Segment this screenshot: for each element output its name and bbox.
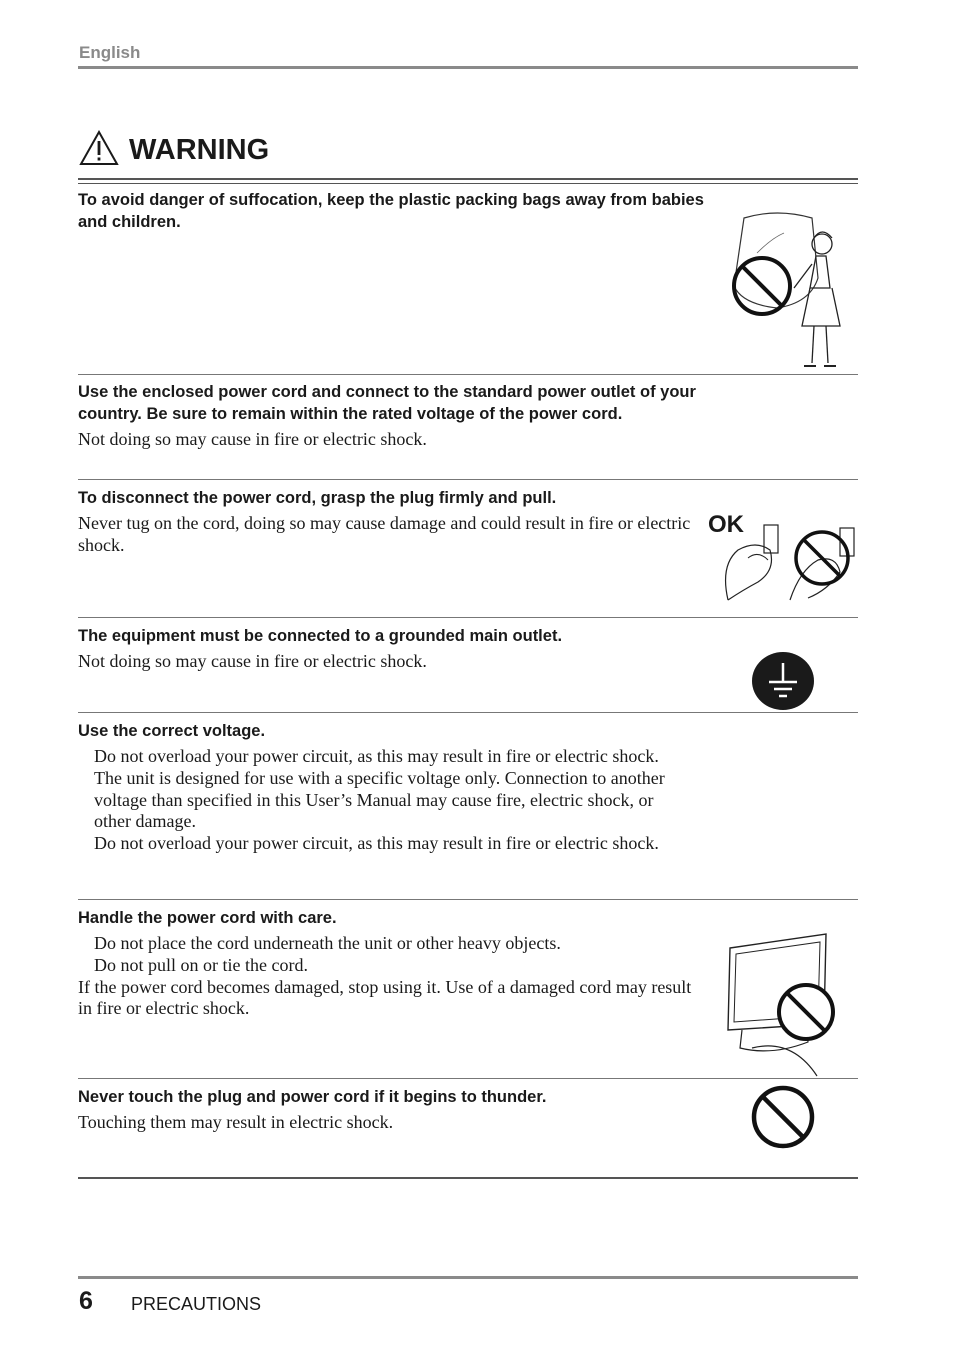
section-body: Never tug on the cord, doing so may cause damage and could result in fire or electric shock.	[78, 513, 691, 555]
plug-pull-ok-and-prohibited-icon	[718, 520, 863, 605]
ok-label: OK	[708, 511, 744, 538]
footer-rule	[78, 1276, 858, 1279]
section-heading: Handle the power cord with care.	[78, 909, 337, 927]
section-heading: Use the enclosed power cord and connect to the standard power outlet of your country. Be sure to remain within the rated voltage of the power cord.	[78, 383, 696, 423]
section-power-cord-outlet	[78, 381, 858, 451]
section-heading: The equipment must be connected to a grounded main outlet.	[78, 627, 563, 645]
page-number: 6	[79, 1287, 93, 1315]
body-line: Do not overload your power circuit, as this may result in fire or electric shock.	[94, 746, 659, 766]
section-body: Not doing so may cause in fire or electric shock.	[78, 429, 427, 449]
section-divider	[78, 1177, 858, 1179]
section-body: Touching them may result in electric shock.	[78, 1112, 394, 1132]
section-body	[78, 746, 694, 855]
page-title	[79, 130, 269, 166]
section-divider	[78, 617, 858, 618]
section-divider	[78, 899, 858, 900]
body-line: If the power cord becomes damaged, stop using it. Use of a damaged cord may result in fire or electric shock.	[78, 976, 692, 1019]
section-correct-voltage	[78, 720, 858, 855]
ground-symbol-icon	[751, 651, 815, 711]
child-with-plastic-bag-prohibited-icon	[722, 208, 847, 373]
warning-triangle-icon	[79, 130, 119, 166]
prohibited-icon	[750, 1084, 816, 1150]
section-divider	[78, 712, 858, 713]
header-language: English	[79, 43, 141, 62]
section-divider	[78, 1078, 858, 1079]
section-body: Not doing so may cause in fire or electric shock.	[78, 651, 427, 671]
section-divider	[78, 479, 858, 480]
section-heading: Use the correct voltage.	[78, 722, 266, 740]
section-divider	[78, 374, 858, 375]
body-line: Do not overload your power circuit, as this may result in fire or electric shock.	[94, 833, 659, 854]
section-grounded-outlet	[78, 625, 858, 673]
body-line: Do not place the cord underneath the unit or other heavy objects.	[94, 933, 561, 953]
body-line: Do not pull on or tie the cord.	[94, 954, 308, 975]
title-rule	[78, 178, 858, 184]
section-heading: To avoid danger of suffocation, keep the plastic packing bags away from babies and children.	[78, 191, 704, 231]
body-line: The unit is designed for use with a specific voltage only. Connection to another voltage than specified in this User’s Manual may cause fire, electric shock, or other damage.	[94, 767, 665, 832]
section-heading: Never touch the plug and power cord if it begins to thunder.	[78, 1088, 547, 1106]
warning-title-text: WARNING	[129, 134, 270, 166]
monitor-on-cord-prohibited-icon	[722, 930, 842, 1078]
section-body	[78, 933, 698, 1020]
header-rule	[78, 66, 858, 69]
footer-section-label: PRECAUTIONS	[131, 1294, 262, 1314]
section-heading: To disconnect the power cord, grasp the plug firmly and pull.	[78, 489, 557, 507]
section-thunder	[78, 1086, 858, 1134]
